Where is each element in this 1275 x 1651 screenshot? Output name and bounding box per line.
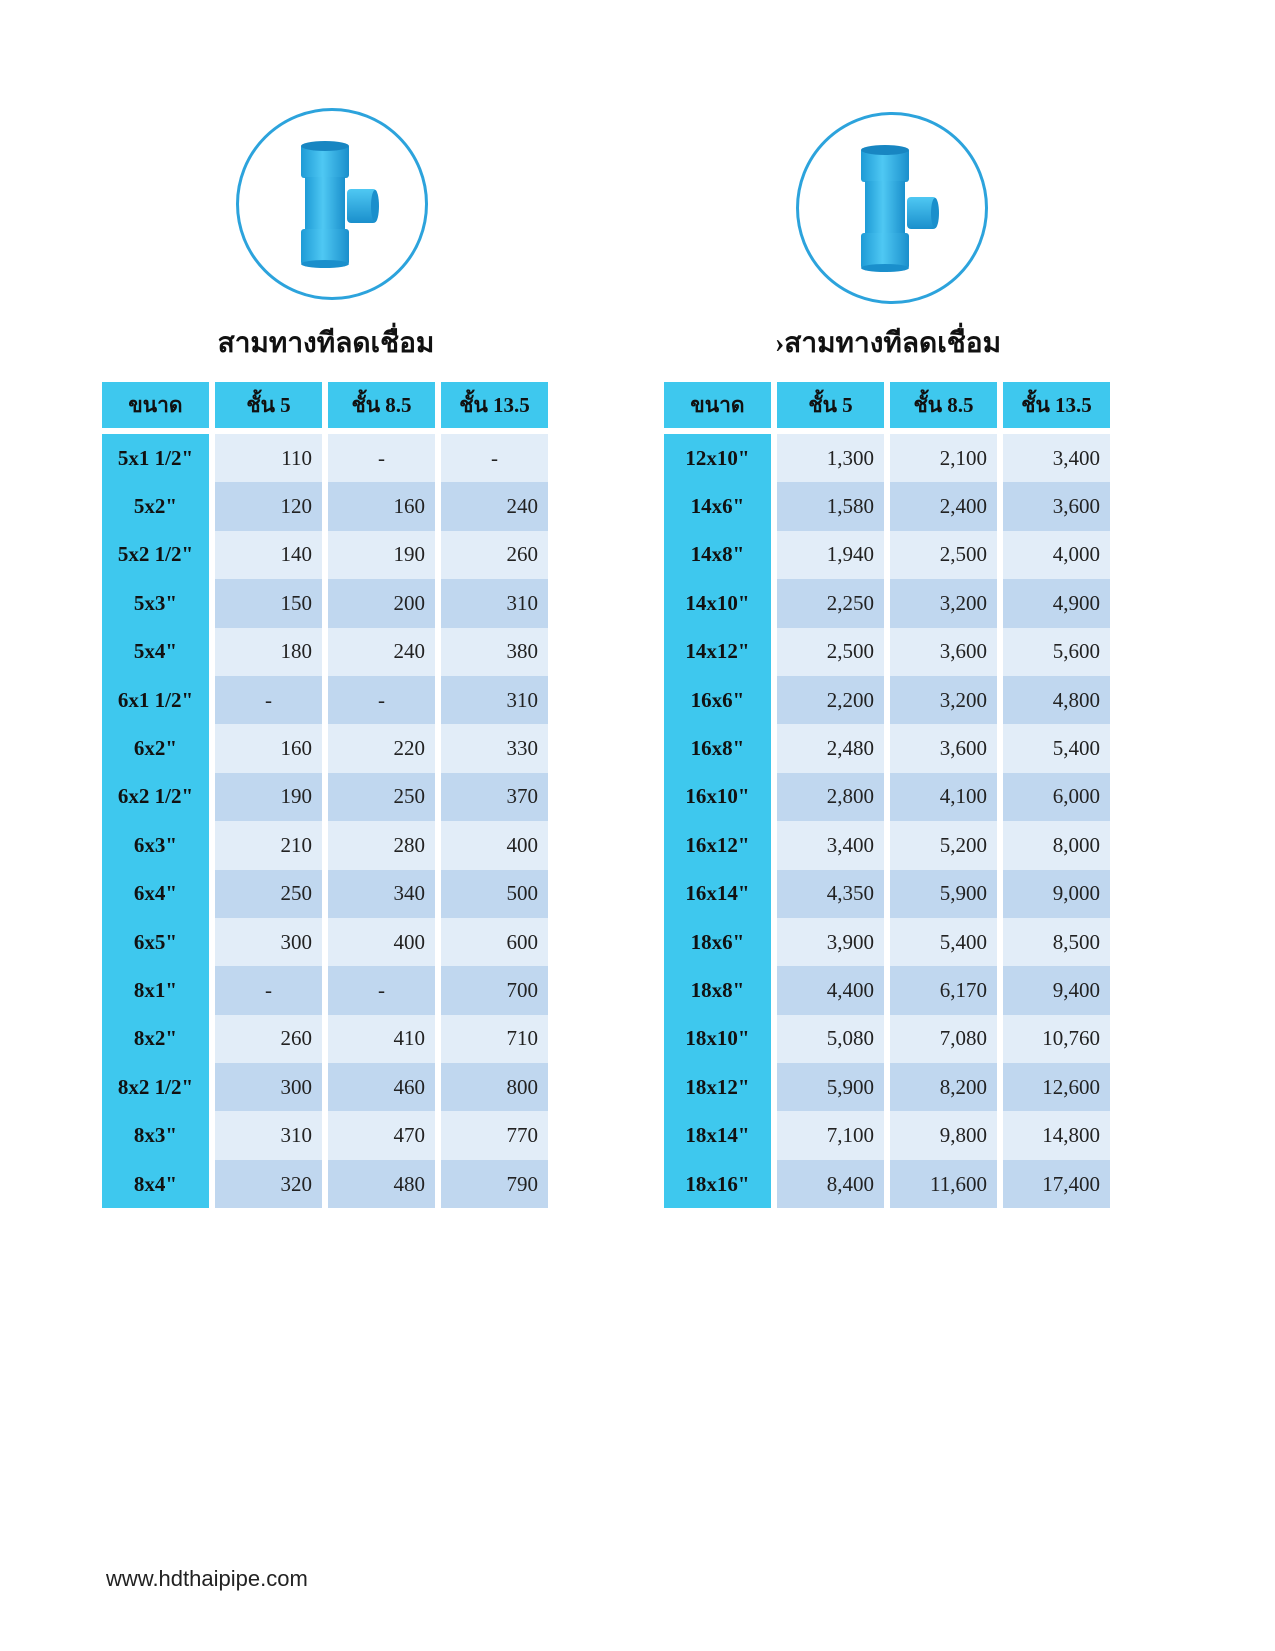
column-header: ขนาด bbox=[102, 382, 209, 428]
price-cell: 470 bbox=[328, 1111, 435, 1159]
price-cell: 3,400 bbox=[777, 821, 884, 869]
price-cell: 240 bbox=[441, 482, 548, 530]
size-cell: 18x8" bbox=[664, 966, 771, 1014]
column-header: ชั้น 5 bbox=[215, 382, 322, 428]
size-cell: 6x1 1/2" bbox=[102, 676, 209, 724]
price-cell: 400 bbox=[441, 821, 548, 869]
price-table bbox=[664, 382, 1110, 1208]
size-cell: 8x3" bbox=[102, 1111, 209, 1159]
column-header: ชั้น 8.5 bbox=[328, 382, 435, 428]
size-cell: 18x6" bbox=[664, 918, 771, 966]
price-cell: 480 bbox=[328, 1160, 435, 1208]
size-cell: 16x14" bbox=[664, 870, 771, 918]
price-cell: 500 bbox=[441, 870, 548, 918]
price-cell: 380 bbox=[441, 628, 548, 676]
price-cell: 260 bbox=[215, 1015, 322, 1063]
price-cell: 5,400 bbox=[890, 918, 997, 966]
price-cell: 9,400 bbox=[1003, 966, 1110, 1014]
size-cell: 8x1" bbox=[102, 966, 209, 1014]
column-header: ชั้น 13.5 bbox=[441, 382, 548, 428]
price-cell: 340 bbox=[328, 870, 435, 918]
price-cell: 110 bbox=[215, 434, 322, 482]
price-cell: 180 bbox=[215, 628, 322, 676]
price-cell: 310 bbox=[215, 1111, 322, 1159]
price-cell: 3,400 bbox=[1003, 434, 1110, 482]
price-cell: 4,900 bbox=[1003, 579, 1110, 627]
size-cell: 6x2 1/2" bbox=[102, 773, 209, 821]
size-cell: 8x4" bbox=[102, 1160, 209, 1208]
size-cell: 12x10" bbox=[664, 434, 771, 482]
price-cell: 2,400 bbox=[890, 482, 997, 530]
size-cell: 16x10" bbox=[664, 773, 771, 821]
size-cell: 14x8" bbox=[664, 531, 771, 579]
size-cell: 16x12" bbox=[664, 821, 771, 869]
size-cell: 18x12" bbox=[664, 1063, 771, 1111]
price-cell: - bbox=[328, 434, 435, 482]
size-cell: 16x6" bbox=[664, 676, 771, 724]
price-cell: 260 bbox=[441, 531, 548, 579]
price-cell: 1,580 bbox=[777, 482, 884, 530]
price-cell: 8,400 bbox=[777, 1160, 884, 1208]
price-cell: - bbox=[215, 966, 322, 1014]
size-cell: 16x8" bbox=[664, 724, 771, 772]
price-cell: 8,200 bbox=[890, 1063, 997, 1111]
price-cell: 4,800 bbox=[1003, 676, 1110, 724]
price-cell: 4,100 bbox=[890, 773, 997, 821]
price-cell: 4,350 bbox=[777, 870, 884, 918]
price-cell: 240 bbox=[328, 628, 435, 676]
price-cell: 3,200 bbox=[890, 579, 997, 627]
size-cell: 6x3" bbox=[102, 821, 209, 869]
size-cell: 5x3" bbox=[102, 579, 209, 627]
table-title: ›สามทางทีลดเชื่อม bbox=[774, 328, 1002, 359]
price-cell: 8,500 bbox=[1003, 918, 1110, 966]
price-cell: 310 bbox=[441, 579, 548, 627]
price-cell: 14,800 bbox=[1003, 1111, 1110, 1159]
price-cell: 790 bbox=[441, 1160, 548, 1208]
price-cell: 3,600 bbox=[1003, 482, 1110, 530]
price-cell: 7,080 bbox=[890, 1015, 997, 1063]
price-cell: 320 bbox=[215, 1160, 322, 1208]
product-image-frame bbox=[796, 112, 988, 304]
size-cell: 14x12" bbox=[664, 628, 771, 676]
size-cell: 6x5" bbox=[102, 918, 209, 966]
column-header: ชั้น 5 bbox=[777, 382, 884, 428]
price-cell: 9,000 bbox=[1003, 870, 1110, 918]
price-cell: 5,900 bbox=[777, 1063, 884, 1111]
price-cell: 410 bbox=[328, 1015, 435, 1063]
price-cell: 300 bbox=[215, 1063, 322, 1111]
price-cell: 11,600 bbox=[890, 1160, 997, 1208]
price-cell: 5,080 bbox=[777, 1015, 884, 1063]
price-cell: 2,200 bbox=[777, 676, 884, 724]
size-cell: 5x4" bbox=[102, 628, 209, 676]
price-cell: 250 bbox=[215, 870, 322, 918]
column-header: ชั้น 13.5 bbox=[1003, 382, 1110, 428]
price-cell: 460 bbox=[328, 1063, 435, 1111]
product-image-frame bbox=[236, 108, 428, 300]
price-cell: 4,000 bbox=[1003, 531, 1110, 579]
price-cell: 6,170 bbox=[890, 966, 997, 1014]
price-cell: 160 bbox=[328, 482, 435, 530]
price-cell: 2,800 bbox=[777, 773, 884, 821]
price-cell: 220 bbox=[328, 724, 435, 772]
price-cell: 770 bbox=[441, 1111, 548, 1159]
size-cell: 5x2 1/2" bbox=[102, 531, 209, 579]
price-cell: 9,800 bbox=[890, 1111, 997, 1159]
price-cell: 4,400 bbox=[777, 966, 884, 1014]
price-cell: 800 bbox=[441, 1063, 548, 1111]
price-cell: 300 bbox=[215, 918, 322, 966]
price-cell: 250 bbox=[328, 773, 435, 821]
price-cell: 160 bbox=[215, 724, 322, 772]
size-cell: 6x4" bbox=[102, 870, 209, 918]
price-cell: 7,100 bbox=[777, 1111, 884, 1159]
price-cell: - bbox=[328, 966, 435, 1014]
table-title: สามทางทีลดเชื่อม bbox=[217, 328, 435, 359]
price-table bbox=[102, 382, 548, 1208]
price-cell: 210 bbox=[215, 821, 322, 869]
price-cell: 370 bbox=[441, 773, 548, 821]
size-cell: 14x6" bbox=[664, 482, 771, 530]
price-cell: 5,400 bbox=[1003, 724, 1110, 772]
price-cell: 12,600 bbox=[1003, 1063, 1110, 1111]
price-cell: 150 bbox=[215, 579, 322, 627]
price-cell: 6,000 bbox=[1003, 773, 1110, 821]
price-cell: 8,000 bbox=[1003, 821, 1110, 869]
price-cell: 5,200 bbox=[890, 821, 997, 869]
price-cell: - bbox=[328, 676, 435, 724]
price-cell: 190 bbox=[215, 773, 322, 821]
price-cell: - bbox=[441, 434, 548, 482]
price-cell: 17,400 bbox=[1003, 1160, 1110, 1208]
reducing-tee-icon bbox=[799, 115, 985, 301]
price-cell: 3,200 bbox=[890, 676, 997, 724]
size-cell: 18x14" bbox=[664, 1111, 771, 1159]
price-cell: 2,480 bbox=[777, 724, 884, 772]
price-cell: 1,300 bbox=[777, 434, 884, 482]
price-cell: 330 bbox=[441, 724, 548, 772]
size-cell: 18x16" bbox=[664, 1160, 771, 1208]
size-cell: 5x1 1/2" bbox=[102, 434, 209, 482]
price-cell: 710 bbox=[441, 1015, 548, 1063]
price-cell: 200 bbox=[328, 579, 435, 627]
size-cell: 8x2 1/2" bbox=[102, 1063, 209, 1111]
price-cell: 2,250 bbox=[777, 579, 884, 627]
size-cell: 5x2" bbox=[102, 482, 209, 530]
size-cell: 8x2" bbox=[102, 1015, 209, 1063]
price-cell: 310 bbox=[441, 676, 548, 724]
price-cell: 700 bbox=[441, 966, 548, 1014]
price-cell: 400 bbox=[328, 918, 435, 966]
size-cell: 18x10" bbox=[664, 1015, 771, 1063]
price-cell: 2,100 bbox=[890, 434, 997, 482]
price-cell: 2,500 bbox=[890, 531, 997, 579]
price-cell: 2,500 bbox=[777, 628, 884, 676]
size-cell: 6x2" bbox=[102, 724, 209, 772]
price-cell: 280 bbox=[328, 821, 435, 869]
price-cell: 5,600 bbox=[1003, 628, 1110, 676]
price-cell: 600 bbox=[441, 918, 548, 966]
price-cell: 3,900 bbox=[777, 918, 884, 966]
column-header: ขนาด bbox=[664, 382, 771, 428]
price-cell: 190 bbox=[328, 531, 435, 579]
price-cell: 3,600 bbox=[890, 724, 997, 772]
price-cell: 10,760 bbox=[1003, 1015, 1110, 1063]
price-cell: 140 bbox=[215, 531, 322, 579]
reducing-tee-icon bbox=[239, 111, 425, 297]
website-url: www.hdthaipipe.com bbox=[106, 1566, 308, 1591]
size-cell: 14x10" bbox=[664, 579, 771, 627]
price-cell: 1,940 bbox=[777, 531, 884, 579]
price-cell: - bbox=[215, 676, 322, 724]
price-cell: 3,600 bbox=[890, 628, 997, 676]
price-cell: 5,900 bbox=[890, 870, 997, 918]
price-cell: 120 bbox=[215, 482, 322, 530]
column-header: ชั้น 8.5 bbox=[890, 382, 997, 428]
